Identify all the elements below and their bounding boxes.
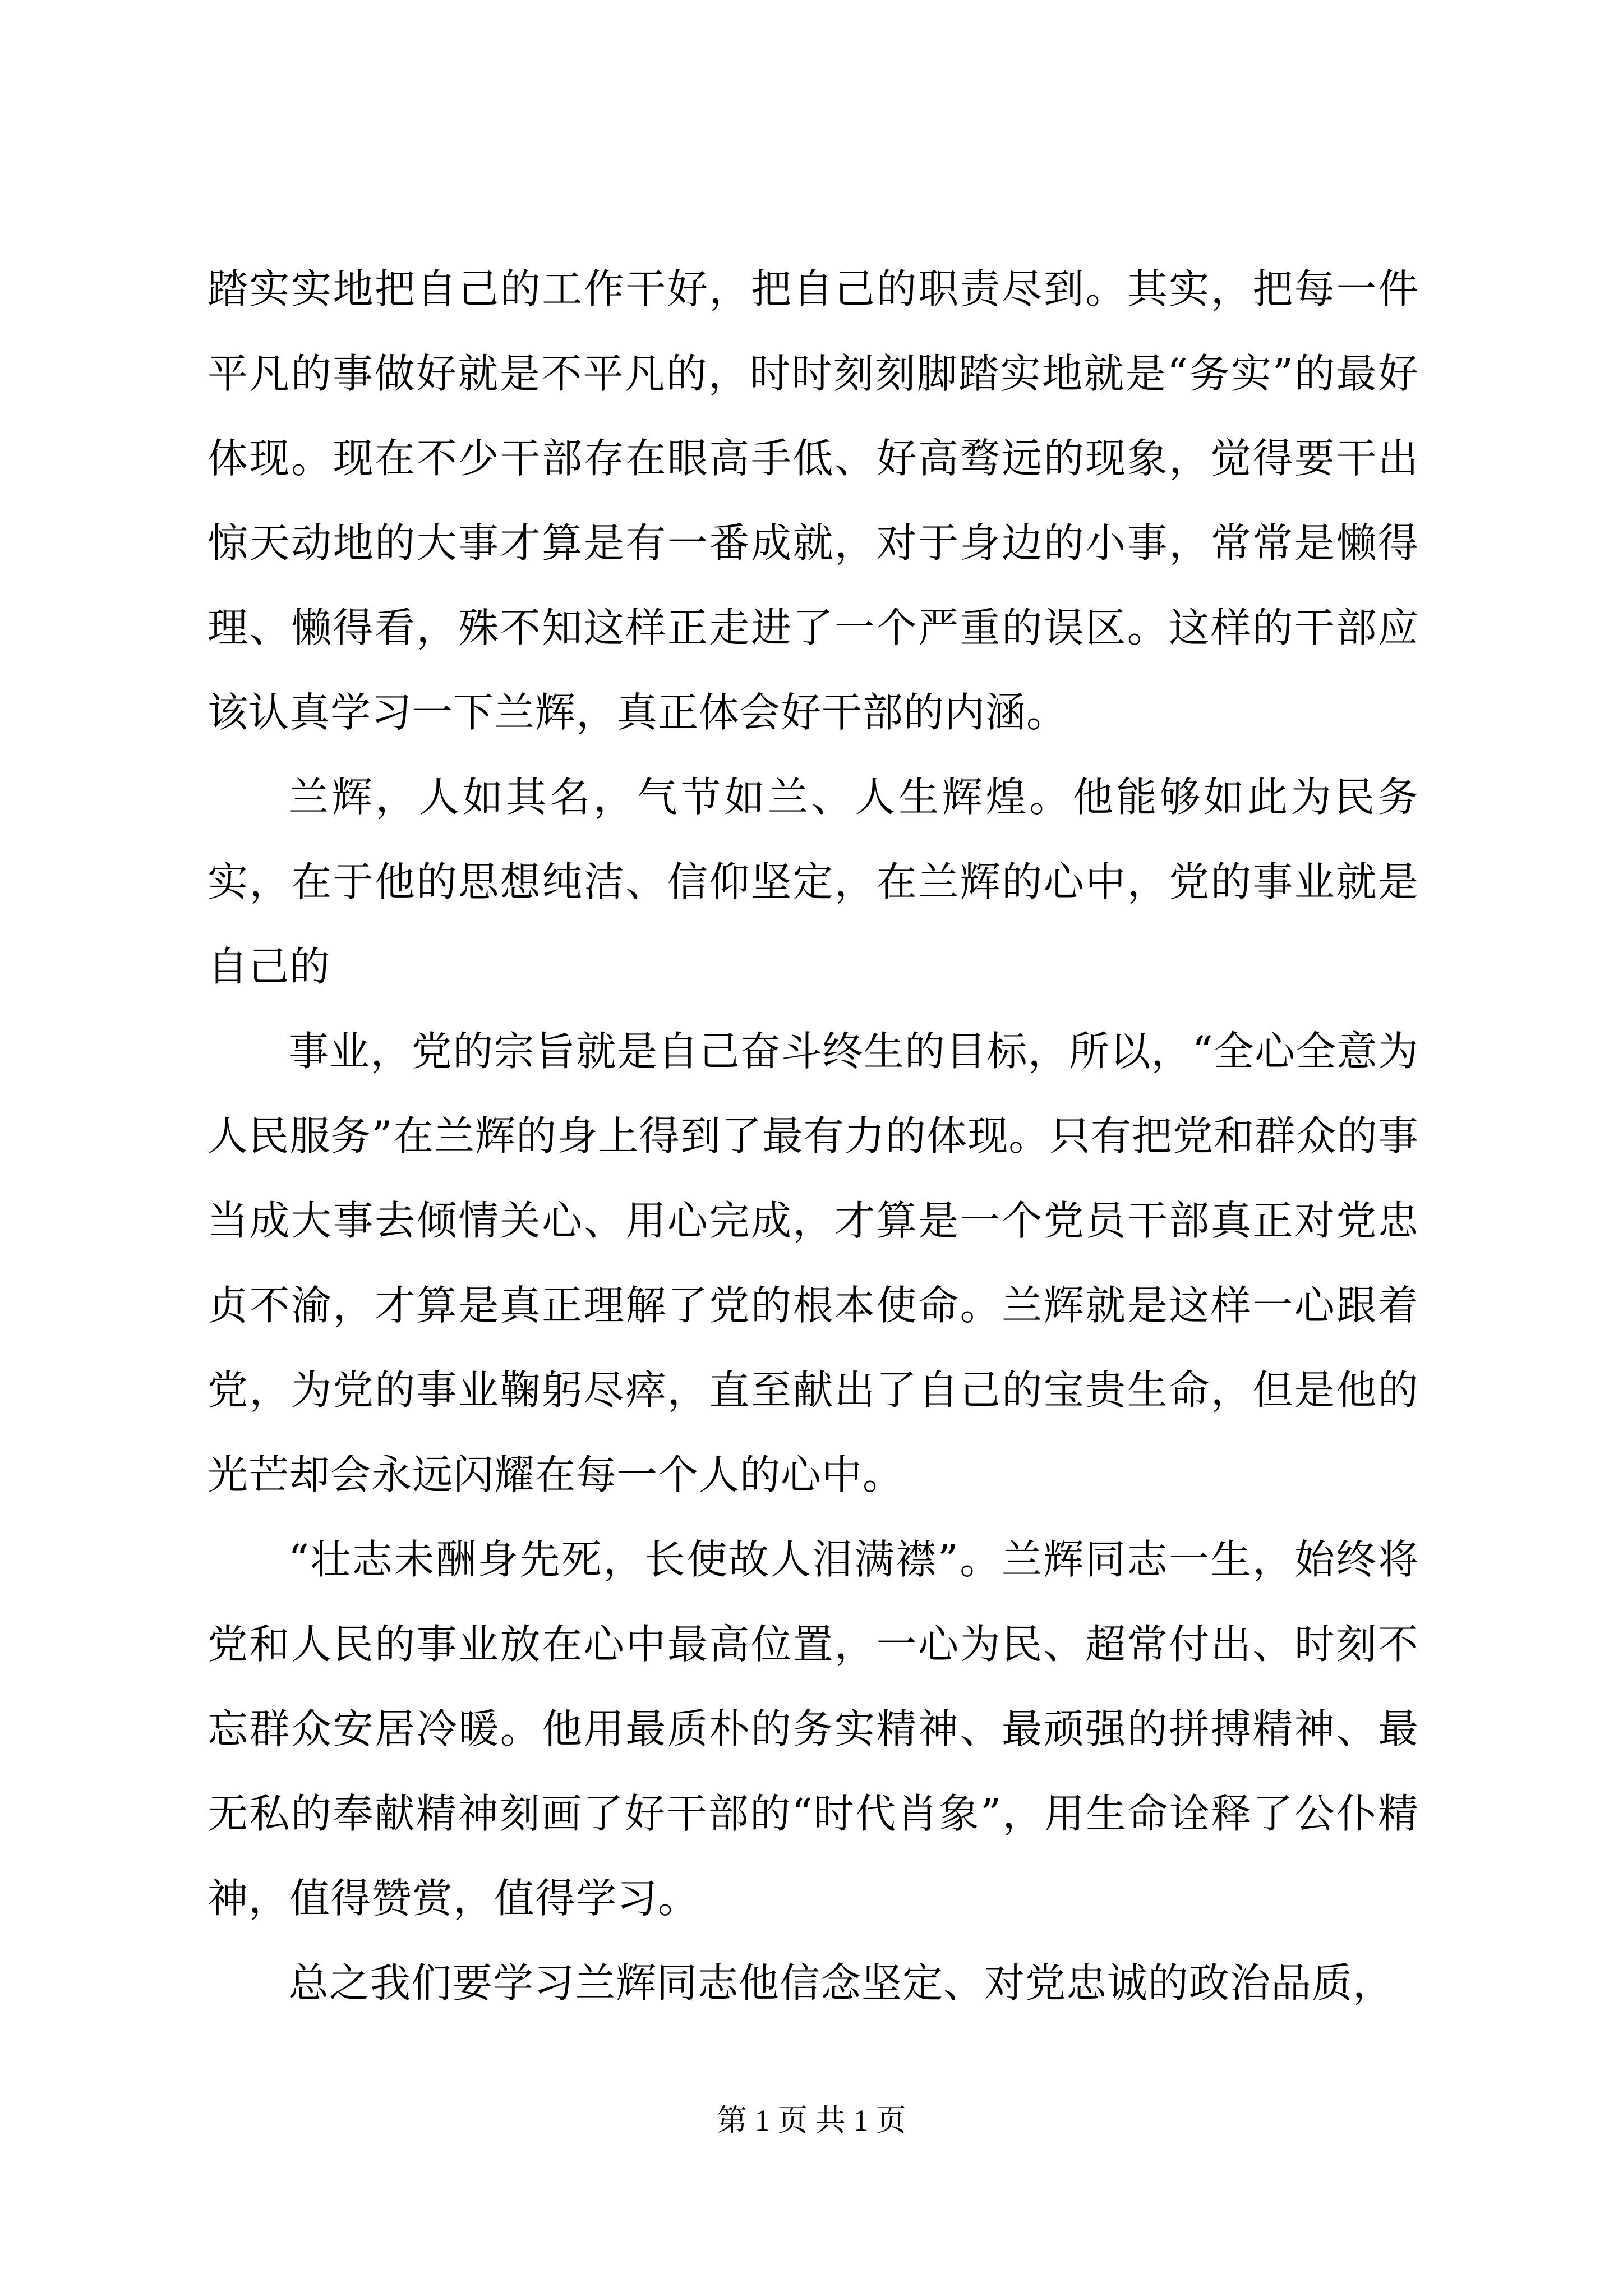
page-footer: [0, 2098, 1623, 2143]
paragraph: 总之我们要学习兰辉同志他信念坚定、对党忠诚的政治品质，: [288, 1959, 1394, 2007]
paragraph: “壮志未酬身先死，长使故人泪满襟”。兰辉同志一生，始终将党和人民的事业放在心中最高位置，一心为民、超常付出、时刻不忘群众安居冷暖。他用最质朴的务实精神、最顽强的拼搏精神、最无私的奉献精神刻画了好干部的“时代肖象”，用生命诠释了公仆精神，值得赞赏，值得学习。: [208, 1536, 1419, 1922]
paragraph: 事业，党的宗旨就是自己奋斗终生的目标，所以，“全心全意为人民服务”在兰辉的身上得到了最有力的体现。只有把党和群众的事当成大事去倾情关心、用心完成，才算是一个党员干部真正对党忠贞不渝，才算是真正理解了党的根本使命。兰辉就是这样一心跟着党，为党的事业鞠躬尽瘁，直至献出了自己的宝贵生命，但是他的光芒却会永远闪耀在每一个人的心中。: [208, 1028, 1419, 1498]
document-body: [208, 247, 1419, 2026]
page-number: 第 1 页 共 1 页: [717, 2104, 906, 2137]
paragraph: 兰辉，人如其名，气节如兰、人生辉煌。他能够如此为民务实，在于他的思想纯洁、信仰坚定，在兰辉的心中，党的事业就是自己的: [208, 774, 1419, 990]
paragraph: 踏实实地把自己的工作干好，把自己的职责尽到。其实，把每一件平凡的事做好就是不平凡的，时时刻刻脚踏实地就是“务实”的最好体现。现在不少干部存在眼高手低、好高骛远的现象，觉得要干出惊天动地的大事才算是有一番成就，对于身边的小事，常常是懒得理、懒得看，殊不知这样正走进了一个严重的误区。这样的干部应该认真学习一下兰辉，真正体会好干部的内涵。: [208, 265, 1419, 736]
